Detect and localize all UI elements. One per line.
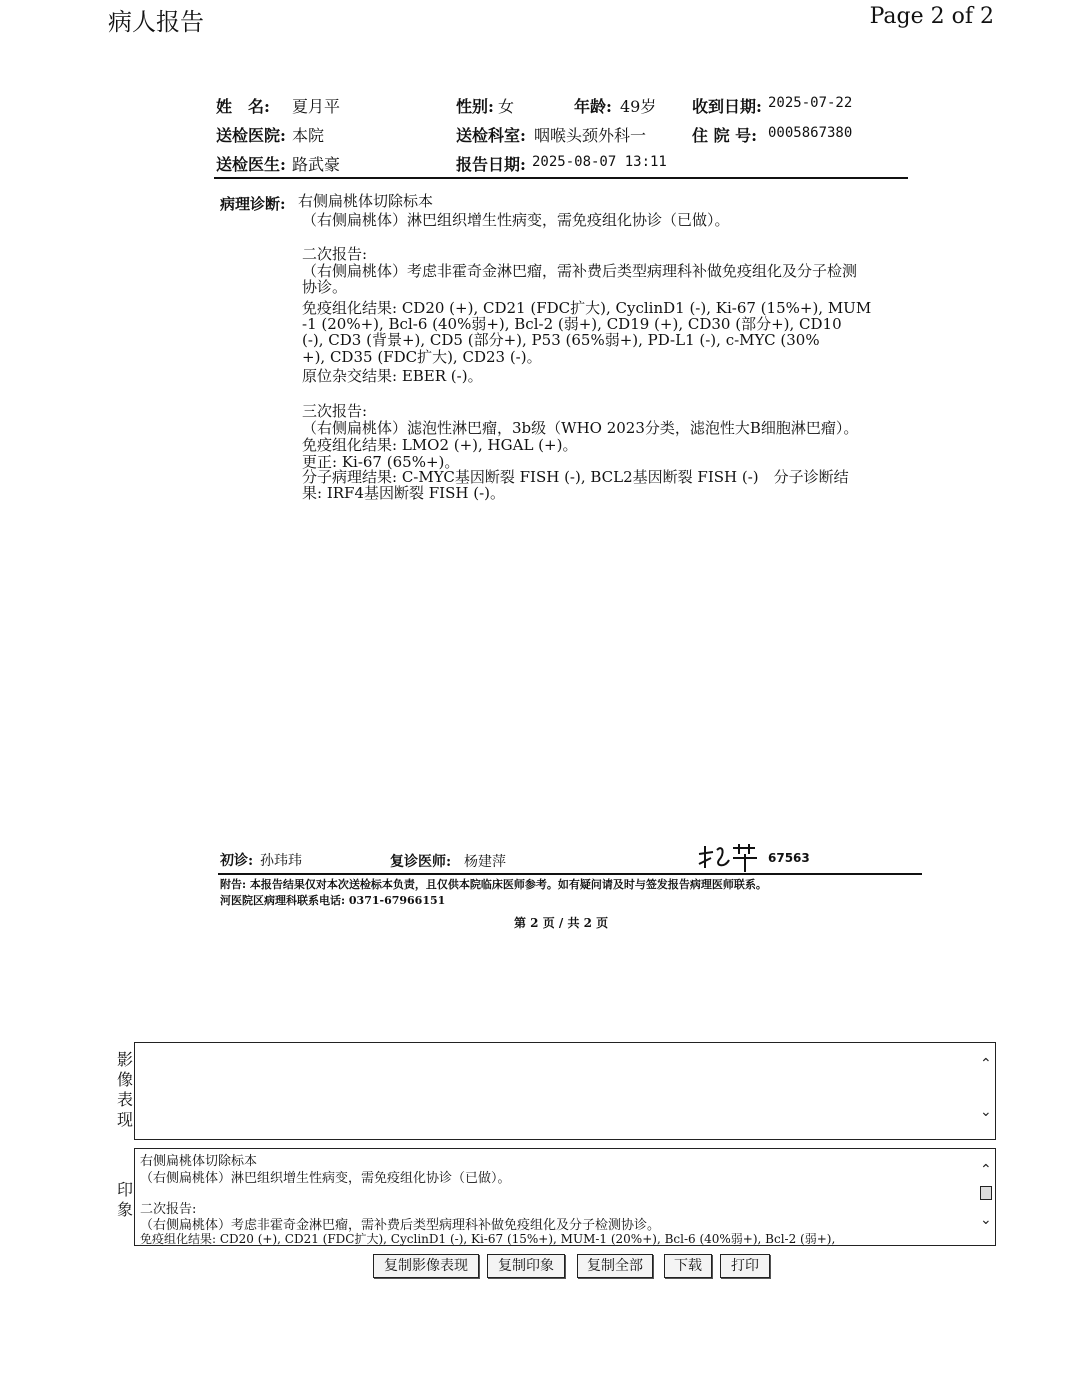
chevron-up-icon[interactable]: ⌃ [980, 1056, 992, 1072]
initial-doctor-label: 初诊: [220, 853, 254, 869]
patient-age: 49岁 [620, 97, 657, 116]
diagnosis-line: 原位杂交结果: EBER (-)。 [302, 367, 483, 385]
chevron-up-icon[interactable]: ⌃ [980, 1162, 992, 1178]
patient-sex: 女 [498, 97, 515, 116]
doctor-label: 送检医生: [216, 155, 286, 174]
chevron-down-icon[interactable]: ⌄ [980, 1104, 992, 1120]
chevron-down-icon[interactable]: ⌄ [980, 1212, 992, 1228]
patient-name: 夏月平 [292, 97, 341, 116]
signature-icon [695, 840, 761, 874]
review-doctor: 杨建萍 [464, 854, 506, 870]
diagnosis-line: (-), CD3 (背景+), CD5 (部分+), P53 (65%弱+), PD-L1 (-), c-MYC (30% [302, 331, 820, 349]
signature-code: 67563 [768, 851, 810, 865]
imaging-textarea[interactable] [134, 1042, 996, 1140]
age-label: 年龄: [574, 97, 612, 116]
diagnosis-line: 免疫组化结果: CD20 (+), CD21 (FDC扩大), CyclinD1 (-), Ki-67 (15%+), MUM [302, 299, 872, 317]
disclaimer: 附告: 本报告结果仅对本次送检标本负责，且仅供本院临床医师参考。如有疑问请及时与签发报告病理医师联系。 [220, 878, 767, 891]
diagnosis-line: 协诊。 [302, 278, 348, 296]
report-date: 2025-08-07 13:11 [532, 154, 667, 170]
impression-label-text: 印 象 [116, 1180, 133, 1219]
doctor: 路武豪 [292, 155, 341, 174]
impression-line: （右侧扁桃体）考虑非霍奇金淋巴瘤，需补费后类型病理科补做免疫组化及分子检测协诊。 [140, 1218, 661, 1233]
imaging-label-text: 影 像 表 现 [116, 1050, 133, 1129]
department: 咽喉头颈外科一 [534, 126, 647, 145]
scrollbar-thumb[interactable] [980, 1186, 992, 1200]
contact-phone: 河医院区病理科联系电话: 0371-67966151 [220, 894, 446, 907]
diagnosis-line: 免疫组化结果: LMO2 (+), HGAL (+)。 [302, 436, 578, 454]
copy-all-button[interactable]: 复制全部 [577, 1254, 653, 1278]
diagnosis-line: （右侧扁桃体）考虑非霍奇金淋巴瘤，需补费后类型病理科补做免疫组化及分子检测 [302, 262, 858, 280]
diagnosis-line: -1 (20%+), Bcl-6 (40%弱+), Bcl-2 (弱+), CD19 (+), CD30 (部分+), CD10 [302, 315, 842, 333]
print-button[interactable]: 打印 [720, 1254, 770, 1278]
inpatient-number: 0005867380 [768, 125, 853, 141]
diagnosis-line: （右侧扁桃体）滤泡性淋巴瘤，3b级（WHO 2023分类，滤泡性大B细胞淋巴瘤）。 [302, 419, 859, 437]
imaging-label [116, 1050, 134, 1130]
dept-label: 送检科室: [456, 126, 526, 145]
impression-line: 右侧扁桃体切除标本 [140, 1154, 258, 1169]
impression-line: 二次报告: [140, 1202, 197, 1217]
diagnosis-line: 更正: Ki-67 (65%+)。 [302, 453, 460, 471]
sex-label: 性别: [456, 97, 494, 116]
diagnosis-line: （右侧扁桃体）淋巴组织增生性病变，需免疫组化协诊（已做）。 [302, 211, 730, 229]
review-doctor-label: 复诊医师: [390, 854, 452, 870]
hospital-label: 送检医院: [216, 126, 286, 145]
impression-label [116, 1180, 134, 1220]
header-divider [214, 177, 908, 179]
received-date: 2025-07-22 [768, 95, 853, 111]
received-label: 收到日期: [692, 97, 762, 116]
report-date-label: 报告日期: [456, 155, 526, 174]
diagnosis-line: 三次报告: [302, 402, 368, 420]
diagnosis-line: 二次报告: [302, 245, 368, 263]
initial-doctor: 孙玮玮 [260, 853, 302, 869]
impression-line: （右侧扁桃体）淋巴组织增生性病变，需免疫组化协诊（已做）。 [140, 1171, 511, 1186]
diagnosis-line: 分子病理结果: C-MYC基因断裂 FISH (-), BCL2基因断裂 FISH (-) 分子诊断结 [302, 468, 849, 486]
copy-impression-button[interactable]: 复制印象 [487, 1254, 565, 1278]
copy-imaging-button[interactable]: 复制影像表现 [373, 1254, 479, 1278]
diagnosis-line: 右侧扁桃体切除标本 [298, 192, 434, 210]
patient-info-row-1 [216, 94, 916, 120]
diagnosis-label: 病理诊断: [220, 195, 286, 213]
impression-line: 免疫组化结果: CD20 (+), CD21 (FDC扩大), CyclinD1 (-), Ki-67 (15%+), MUM-1 (20%+), Bcl-6 (40%弱+), Bcl-2 (弱+), [140, 1232, 836, 1246]
page-indicator: Page 2 of 2 [869, 4, 994, 29]
name-label: 姓 名: [216, 97, 270, 116]
page-count: 第 2 页 / 共 2 页 [514, 916, 609, 930]
patient-info-row-3 [216, 152, 916, 178]
diagnosis-line: +), CD35 (FDC扩大), CD23 (-)。 [302, 348, 542, 366]
patient-info-row-2 [216, 123, 916, 149]
inpatient-label: 住 院 号: [692, 126, 758, 145]
report-title: 病人报告 [108, 8, 204, 36]
download-button[interactable]: 下载 [664, 1254, 712, 1278]
hospital: 本院 [292, 126, 325, 145]
footer-divider [218, 873, 922, 875]
diagnosis-line: 果: IRF4基因断裂 FISH (-)。 [302, 484, 505, 502]
